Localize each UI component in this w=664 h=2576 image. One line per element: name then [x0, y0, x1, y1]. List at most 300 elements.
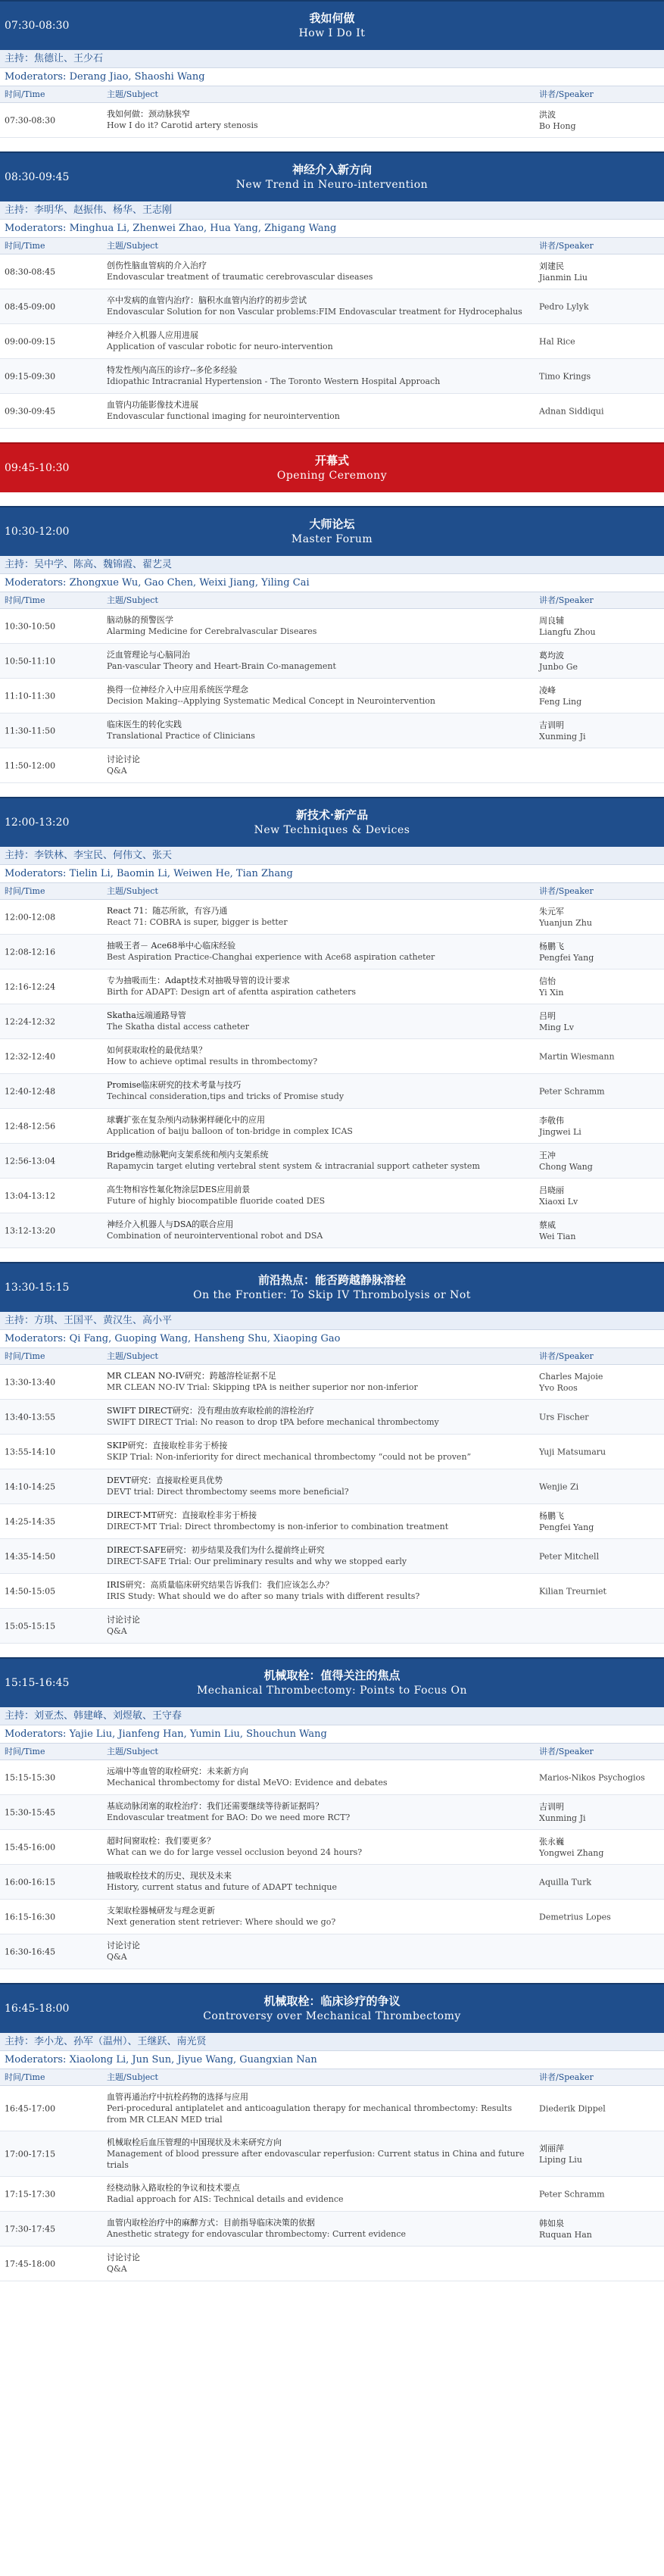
speaker-name-en: Bo Hong: [539, 120, 576, 131]
host-names: 方琪、王国平、黄汉生、高小平: [34, 1315, 173, 1326]
table-row: [0, 2212, 664, 2247]
talk-list: [0, 2086, 664, 2281]
session-title-zh: 机械取栓：临床诊疗的争议: [263, 1994, 401, 2008]
talk-subject: [107, 1469, 531, 1503]
talk-title-en: Techincal consideration,tips and tricks of Promise study: [107, 1091, 344, 1101]
column-speaker: 讲者/Speaker: [539, 89, 594, 99]
talk-list: [0, 1365, 664, 1644]
talk-title-zh: 远端中等血管的取栓研究：未来新方向: [107, 1766, 248, 1776]
session-gap: [0, 1248, 664, 1262]
session-gap: [0, 783, 664, 797]
session-time: 09:45-10:30: [5, 462, 70, 474]
talk-title-en: History, current status and future of ADAPT technique: [107, 1882, 337, 1892]
table-row: [0, 1109, 664, 1144]
talk-list: [0, 609, 664, 783]
talk-speaker: [539, 615, 660, 638]
table-row: [0, 2247, 664, 2281]
talk-title-en: Endovascular treatment of traumatic cerebrovascular diseases: [107, 272, 373, 282]
talk-time: 12:40-12:48: [5, 1086, 56, 1096]
talk-time: 12:24-12:32: [5, 1016, 56, 1026]
talk-speaker: [539, 1550, 660, 1562]
host-names: 李铁林、李宝民、何伟文、张天: [34, 850, 173, 861]
host-names: 李明华、赵振伟、杨华、王志刚: [34, 205, 173, 216]
speaker-name-zh: 李敬伟: [539, 1115, 564, 1126]
talk-title-en: MR CLEAN NO-IV Trial: Skipping tPA is neither superior nor non-inferior: [107, 1382, 418, 1392]
session-title-zh: 我如何做: [309, 11, 355, 25]
talk-title-en: Birth for ADAPT: Design art of afentta aspiration catheters: [107, 987, 357, 997]
moderators-label: Moderators:: [5, 868, 67, 879]
talk-time: 13:30-13:40: [5, 1377, 56, 1387]
talk-title-zh: 血管内功能影像技术进展: [107, 400, 198, 410]
session-titles: [0, 162, 664, 192]
talk-title-zh: 讨论讨论: [107, 1615, 140, 1625]
talk-title-zh: 球囊扩张在复杂颅内动脉粥样硬化中的应用: [107, 1115, 265, 1125]
talk-title-zh: DIRECT-MT研究：直接取栓非劣于桥接: [107, 1510, 257, 1520]
talk-subject: [107, 1365, 531, 1398]
talk-title-en: Peri-procedural antiplatelet and anticoagulation therapy for mechanical thrombectomy: Results from MR CLEAN MED trial: [107, 2103, 513, 2125]
session-time: 15:15-16:45: [5, 1677, 70, 1689]
column-time: 时间/Time: [5, 595, 45, 605]
talk-speaker: [539, 1150, 660, 1172]
table-row: [0, 900, 664, 935]
talk-speaker: [539, 720, 660, 742]
talk-speaker: [539, 2218, 660, 2240]
talk-subject: [107, 1934, 531, 1968]
speaker-name-zh: 信怡: [539, 976, 556, 986]
talk-subject: [107, 394, 531, 427]
session-title-en: New Techniques & Devices: [254, 824, 410, 836]
talk-title-en: Rapamycin target eluting vertebral stent system & intracranial support catheter system: [107, 1161, 480, 1171]
column-time: 时间/Time: [5, 241, 45, 251]
session-title-en: Controversy over Mechanical Thrombectomy: [203, 2010, 461, 2022]
speaker-name-zh: 吕明: [539, 1010, 556, 1021]
talk-title-zh: MR CLEAN NO-IV研究：跨越溶栓证据不足: [107, 1371, 276, 1381]
speaker-name-en: Yuanjun Zhu: [539, 917, 592, 928]
talk-title-en: Q&A: [107, 1952, 127, 1962]
table-row: [0, 1435, 664, 1469]
column-header: [0, 1348, 664, 1365]
host-label: 主持：: [5, 559, 35, 570]
session-title-zh: 机械取栓：值得关注的焦点: [263, 1669, 401, 1682]
talk-title-en: SWIFT DIRECT Trial: No reason to drop tPA before mechanical thrombectomy: [107, 1417, 439, 1427]
session-moderators: [0, 1725, 664, 1744]
table-row: [0, 713, 664, 748]
table-row: [0, 324, 664, 359]
talk-title-zh: 临床医生的转化实践: [107, 720, 182, 729]
talk-subject: [107, 2131, 531, 2176]
table-row: [0, 1760, 664, 1795]
talk-speaker: [539, 1585, 660, 1597]
table-row: [0, 394, 664, 429]
talk-speaker: [539, 685, 660, 707]
talk-title-en: Application of baiju balloon of ton-bridge in complex ICAS: [107, 1126, 353, 1136]
session-title-en: On the Frontier: To Skip IV Thrombolysis or Not: [193, 1289, 471, 1301]
talk-subject: [107, 679, 531, 712]
talk-title-zh: 高生物相容性氟化物涂层DES应用前景: [107, 1185, 251, 1194]
session-titles: [0, 11, 664, 41]
speaker-name-zh: 韩如泉: [539, 2218, 564, 2228]
talk-time: 14:25-14:35: [5, 1516, 56, 1526]
session-gap: [0, 492, 664, 506]
talk-time: 12:48-12:56: [5, 1121, 56, 1131]
host-label: 主持：: [5, 850, 35, 861]
talk-title-zh: 基底动脉闭塞的取栓治疗：我们还需要继续等待新证据吗？: [107, 1801, 323, 1811]
table-row: [0, 1539, 664, 1574]
session-title-en: Opening Ceremony: [276, 470, 388, 482]
table-row: [0, 1609, 664, 1644]
talk-title-zh: SWIFT DIRECT研究：没有理由放弃取栓前的溶栓治疗: [107, 1406, 314, 1416]
session-block: [0, 151, 664, 429]
speaker-name-zh: 吕晓丽: [539, 1185, 564, 1195]
table-row: [0, 1400, 664, 1435]
speaker-name-en: Pengfei Yang: [539, 1522, 594, 1532]
talk-time: 15:45-16:00: [5, 1842, 56, 1852]
session-title-zh: 新技术·新产品: [295, 808, 369, 822]
speaker-name-zh: 蔡威: [539, 1219, 556, 1230]
session-title-zh: 神经介入新方向: [291, 163, 372, 176]
talk-title-en: Anesthetic strategy for endovascular thrombectomy: Current evidence: [107, 2229, 407, 2239]
talk-time: 09:00-09:15: [5, 336, 56, 346]
session-block: [0, 1262, 664, 1644]
speaker-name-en: Demetrius Lopes: [539, 1912, 611, 1922]
session-moderators: [0, 1330, 664, 1348]
session-title-zh: 开幕式: [314, 454, 349, 467]
table-row: [0, 644, 664, 679]
speaker-name-en: Yi Xin: [539, 987, 564, 998]
speaker-name-en: Timo Krings: [539, 371, 591, 381]
speaker-name-zh: 王冲: [539, 1150, 556, 1160]
host-names: 吴中学、陈高、魏锦霞、翟艺灵: [34, 559, 173, 570]
talk-subject: [107, 1574, 531, 1607]
column-speaker: 讲者/Speaker: [539, 886, 594, 896]
column-header: [0, 238, 664, 254]
talk-subject: [107, 1795, 531, 1828]
table-row: [0, 679, 664, 713]
talk-subject: [107, 935, 531, 968]
session-title-zh: 前沿热点：能否跨越静脉溶栓: [257, 1273, 406, 1287]
column-subject: 主题/Subject: [107, 2072, 158, 2082]
talk-speaker: [539, 1801, 660, 1824]
talk-title-zh: 我如何做：颈动脉狭窄: [107, 109, 190, 119]
talk-time: 11:10-11:30: [5, 691, 56, 701]
moderator-names: Zhongxue Wu, Gao Chen, Weixi Jiang, Yiling Cai: [69, 577, 310, 589]
speaker-name-zh: 张永巍: [539, 1836, 564, 1847]
talk-subject: [107, 1539, 531, 1572]
session-block: [0, 1983, 664, 2281]
talk-speaker: [539, 976, 660, 998]
talk-title-zh: 神经介入机器人与DSA的联合应用: [107, 1219, 234, 1229]
moderator-names: Derang Jiao, Shaoshi Wang: [69, 71, 205, 83]
talk-speaker: [539, 261, 660, 283]
session-hosts: [0, 556, 664, 574]
table-row: [0, 1004, 664, 1039]
speaker-name-zh: 刘建民: [539, 261, 564, 271]
talk-title-zh: 血管再通治疗中抗栓药物的选择与应用: [107, 2092, 248, 2102]
speaker-name-en: Diederik Dippel: [539, 2103, 606, 2113]
talk-title-en: How to achieve optimal results in thrombectomy?: [107, 1057, 318, 1066]
moderators-label: Moderators:: [5, 2054, 67, 2065]
host-label: 主持：: [5, 205, 35, 216]
talk-title-en: Q&A: [107, 2264, 127, 2274]
session-time: 16:45-18:00: [5, 2003, 70, 2015]
talk-subject: [107, 2247, 531, 2280]
host-label: 主持：: [5, 1315, 35, 1326]
speaker-name-en: Wei Tian: [539, 1231, 576, 1241]
talk-speaker: [539, 1481, 660, 1492]
talk-speaker: [539, 1876, 660, 1888]
speaker-name-en: Ruquan Han: [539, 2229, 592, 2240]
talk-time: 16:30-16:45: [5, 1947, 56, 1956]
talk-title-zh: DIRECT-SAFE研究：初步结果及我们为什么提前终止研究: [107, 1545, 325, 1555]
talk-subject: [107, 1074, 531, 1107]
talk-title-zh: 神经介入机器人应用进展: [107, 330, 198, 340]
talk-title-en: The Skatha distal access catheter: [107, 1022, 250, 1032]
session-title-en: Mechanical Thrombectomy: Points to Focus On: [196, 1685, 468, 1697]
talk-subject: [107, 1039, 531, 1073]
column-header: [0, 883, 664, 900]
host-label: 主持：: [5, 2036, 35, 2047]
talk-speaker: [539, 1772, 660, 1783]
speaker-name-en: Xunming Ji: [539, 1813, 586, 1823]
speaker-name-en: Liping Liu: [539, 2154, 582, 2165]
talk-speaker: [539, 2103, 660, 2114]
talk-title-en: Next generation stent retriever: Where should we go?: [107, 1917, 336, 1927]
column-subject: 主题/Subject: [107, 595, 158, 605]
session-hosts: [0, 1312, 664, 1330]
talk-list: [0, 103, 664, 138]
speaker-name-en: Ming Lv: [539, 1022, 574, 1032]
talk-title-en: IRIS Study: What should we do after so many trials with different results?: [107, 1591, 420, 1601]
table-row: [0, 1144, 664, 1179]
speaker-name-zh: 吉训明: [539, 720, 564, 730]
session-gap: [0, 138, 664, 151]
speaker-name-en: Hal Rice: [539, 336, 575, 346]
moderator-names: Qi Fang, Guoping Wang, Hansheng Shu, Xiaoping Gao: [69, 1333, 341, 1344]
talk-time: 08:30-08:45: [5, 267, 56, 276]
talk-speaker: [539, 1510, 660, 1533]
talk-subject: [107, 713, 531, 747]
talk-title-zh: 支架取栓器械研发与理念更新: [107, 1906, 215, 1916]
session-hosts: [0, 1707, 664, 1725]
moderators-label: Moderators:: [5, 223, 67, 234]
column-speaker: 讲者/Speaker: [539, 595, 594, 605]
talk-time: 12:00-12:08: [5, 912, 56, 922]
column-speaker: 讲者/Speaker: [539, 1351, 594, 1361]
talk-subject: [107, 900, 531, 933]
talk-title-zh: Skatha远端通路导管: [107, 1010, 186, 1020]
talk-subject: [107, 254, 531, 288]
table-row: [0, 1365, 664, 1400]
talk-time: 16:00-16:15: [5, 1877, 56, 1887]
column-speaker: 讲者/Speaker: [539, 241, 594, 251]
session-header: [0, 1657, 664, 1707]
talk-title-en: DIRECT-MT Trial: Direct thrombectomy is non-inferior to combination treatment: [107, 1522, 449, 1532]
talk-time: 17:15-17:30: [5, 2189, 56, 2199]
talk-title-zh: Promise临床研究的技术考量与技巧: [107, 1080, 242, 1090]
session-header: [0, 0, 664, 50]
session-titles: [0, 807, 664, 838]
talk-subject: [107, 2212, 531, 2245]
session-title-en: Master Forum: [291, 533, 373, 545]
talk-speaker: [539, 1446, 660, 1457]
speaker-name-en: Xunming Ji: [539, 731, 586, 742]
talk-title-en: Combination of neurointerventional robot and DSA: [107, 1231, 323, 1241]
session-title-zh: 大师论坛: [309, 517, 355, 531]
table-row: [0, 748, 664, 783]
session-time: 13:30-15:15: [5, 1282, 70, 1294]
table-row: [0, 1179, 664, 1213]
table-row: [0, 1469, 664, 1504]
session-gap: [0, 1969, 664, 1983]
talk-title-zh: 抽吸取栓技术的历史、现状及未来: [107, 1871, 232, 1881]
session-time: 07:30-08:30: [5, 20, 70, 32]
talk-title-zh: 机械取栓后血压管理的中国现状及未来研究方向: [107, 2137, 282, 2147]
talk-subject: [107, 1830, 531, 1863]
session-title-en: New Trend in Neuro-intervention: [235, 179, 429, 191]
talk-title-zh: IRIS研究：高质量临床研究结果告诉我们：我们应该怎么办？: [107, 1580, 334, 1590]
moderator-names: Tielin Li, Baomin Li, Weiwen He, Tian Zhang: [69, 868, 293, 879]
talk-title-en: Q&A: [107, 1626, 127, 1636]
speaker-name-en: Peter Schramm: [539, 1086, 605, 1096]
talk-time: 11:50-12:00: [5, 760, 56, 770]
session-moderators: [0, 2051, 664, 2069]
speaker-name-en: Pedro Lylyk: [539, 301, 589, 311]
host-names: 焦德让、王少石: [34, 53, 104, 64]
talk-subject: [107, 1400, 531, 1433]
talk-subject: [107, 1760, 531, 1794]
table-row: [0, 1039, 664, 1074]
talk-subject: [107, 1144, 531, 1177]
table-row: [0, 1865, 664, 1900]
talk-subject: [107, 609, 531, 642]
talk-speaker: [539, 1411, 660, 1422]
speaker-name-en: Yuji Matsumaru: [539, 1447, 606, 1457]
talk-speaker: [539, 370, 660, 382]
table-row: [0, 1900, 664, 1934]
table-row: [0, 2086, 664, 2131]
talk-title-zh: 抽吸王者－ Ace68举中心临床经验: [107, 941, 236, 951]
talk-time: 14:10-14:25: [5, 1482, 56, 1491]
talk-speaker: [539, 1051, 660, 1062]
talk-subject: [107, 1900, 531, 1933]
table-row: [0, 1504, 664, 1539]
session-header: [0, 442, 664, 492]
session-header: [0, 506, 664, 556]
talk-time: 17:00-17:15: [5, 2149, 56, 2159]
host-label: 主持：: [5, 53, 35, 64]
session-block: [0, 797, 664, 1248]
session-hosts: [0, 201, 664, 220]
session-title-en: How I Do It: [298, 27, 366, 39]
talk-title-en: Radial approach for AIS: Technical details and evidence: [107, 2194, 344, 2204]
moderators-label: Moderators:: [5, 71, 67, 83]
talk-speaker: [539, 109, 660, 132]
talk-subject: [107, 1504, 531, 1538]
talk-subject: [107, 2177, 531, 2210]
session-moderators: [0, 865, 664, 883]
talk-speaker: [539, 650, 660, 673]
speaker-name-en: Charles Majoie Yvo Roos: [539, 1371, 603, 1393]
column-subject: 主题/Subject: [107, 1351, 158, 1361]
table-row: [0, 1574, 664, 1609]
session-moderators: [0, 220, 664, 238]
talk-title-en: Endovascular Solution for non Vascular problems:FIM Endovascular treatment for Hydrocephalus: [107, 307, 522, 317]
speaker-name-en: Aquilla Turk: [539, 1877, 592, 1887]
talk-speaker: [539, 1010, 660, 1033]
talk-speaker: [539, 1115, 660, 1138]
talk-subject: [107, 2086, 531, 2131]
talk-speaker: [539, 1911, 660, 1922]
talk-time: 15:30-15:45: [5, 1807, 56, 1817]
talk-speaker: [539, 1836, 660, 1859]
talk-title-zh: 特发性颅内高压的诊疗--多伦多经验: [107, 365, 238, 375]
moderators-label: Moderators:: [5, 1728, 67, 1740]
speaker-name-zh: 凌峰: [539, 685, 556, 695]
talk-speaker: [539, 1371, 660, 1394]
talk-title-zh: 讨论讨论: [107, 1941, 140, 1950]
talk-speaker: [539, 941, 660, 963]
talk-time: 12:16-12:24: [5, 982, 56, 991]
talk-speaker: [539, 1219, 660, 1242]
speaker-name-en: Yongwei Zhang: [539, 1847, 604, 1858]
talk-title-en: Future of highly biocompatible fluoride coated DES: [107, 1196, 326, 1206]
talk-title-en: DEVT trial: Direct thrombectomy seems more beneficial?: [107, 1487, 349, 1497]
talk-time: 12:08-12:16: [5, 947, 56, 957]
column-time: 时间/Time: [5, 1747, 45, 1756]
talk-title-zh: 卒中发病的血管内治疗：脑积水血管内治疗的初步尝试: [107, 295, 307, 305]
talk-time: 07:30-08:30: [5, 115, 56, 125]
talk-title-zh: Bridge椎动脉靶向支架系统和颅内支架系统: [107, 1150, 269, 1160]
column-subject: 主题/Subject: [107, 89, 158, 99]
talk-title-en: Management of blood pressure after endovascular reperfusion: Current status in China and future trials: [107, 2149, 525, 2170]
session-time: 08:30-09:45: [5, 171, 70, 183]
speaker-name-zh: 杨鹏飞: [539, 1510, 564, 1521]
talk-speaker: [539, 1085, 660, 1097]
talk-subject: [107, 1609, 531, 1642]
talk-time: 15:05-15:15: [5, 1621, 56, 1631]
column-subject: 主题/Subject: [107, 886, 158, 896]
talk-title-en: Endovascular functional imaging for neurointervention: [107, 411, 340, 421]
talk-speaker: [539, 2188, 660, 2200]
session-time: 12:00-13:20: [5, 817, 70, 829]
session-block: [0, 506, 664, 783]
speaker-name-en: Peter Mitchell: [539, 1551, 600, 1561]
talk-time: 15:15-15:30: [5, 1772, 56, 1782]
session-gap: [0, 1644, 664, 1657]
talk-title-zh: 经桡动脉入路取栓的争议和技术要点: [107, 2183, 240, 2193]
talk-time: 12:56-13:04: [5, 1156, 56, 1166]
talk-time: 09:30-09:45: [5, 406, 56, 416]
talk-subject: [107, 970, 531, 1003]
talk-title-en: DIRECT-SAFE Trial: Our preliminary results and why we stopped early: [107, 1557, 407, 1566]
talk-subject: [107, 644, 531, 677]
session-hosts: [0, 847, 664, 865]
column-header: [0, 592, 664, 609]
talk-title-zh: 讨论讨论: [107, 2253, 140, 2262]
talk-list: [0, 254, 664, 429]
moderators-label: Moderators:: [5, 1333, 67, 1344]
speaker-name-en: Liangfu Zhou: [539, 626, 596, 637]
table-row: [0, 935, 664, 970]
talk-speaker: [539, 2143, 660, 2165]
column-header: [0, 86, 664, 103]
host-label: 主持：: [5, 1710, 35, 1722]
talk-speaker: [539, 906, 660, 929]
talk-subject: [107, 103, 531, 136]
talk-title-en: Translational Practice of Clinicians: [107, 731, 255, 741]
speaker-name-en: Feng Ling: [539, 696, 582, 707]
talk-time: 16:15-16:30: [5, 1912, 56, 1922]
